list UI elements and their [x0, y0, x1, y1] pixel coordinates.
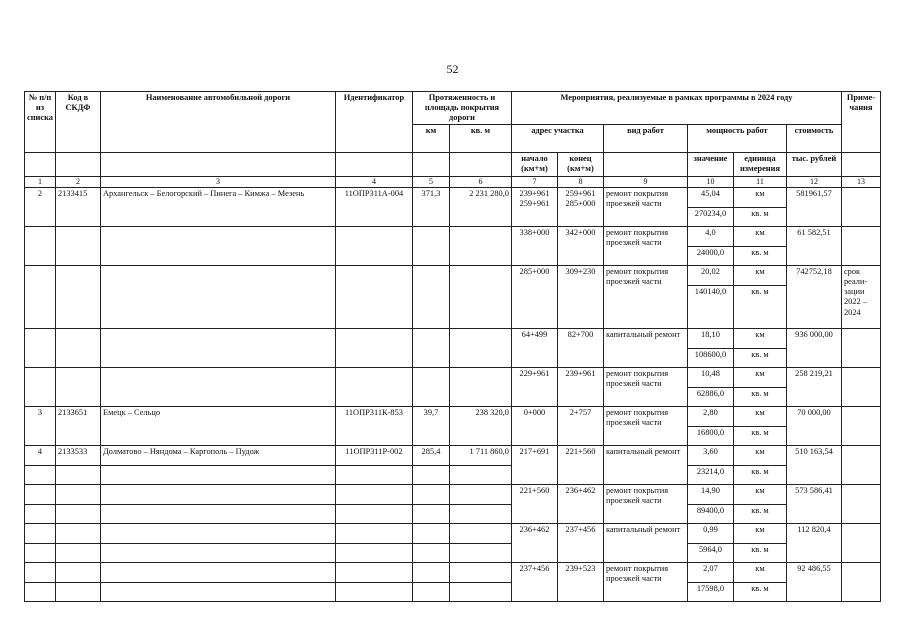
- work-value-km: 4,0: [687, 227, 733, 247]
- cost-value: 936 000,00: [786, 329, 841, 368]
- road-name: Архангельск – Белогорский – Пинега – Кимжа – Мезень: [100, 188, 335, 227]
- section-start: 229+961: [511, 368, 557, 407]
- section-end: 309+230: [557, 266, 603, 329]
- work-value-km: 2,80: [687, 407, 733, 427]
- work-value-sqm: 270234,0: [687, 208, 733, 227]
- header-km: км: [412, 125, 449, 153]
- road-name: Емецк – Сельцо: [100, 407, 335, 446]
- header-value: значение: [687, 153, 733, 177]
- column-number: 10: [687, 177, 733, 188]
- work-value-sqm: 23214,0: [687, 466, 733, 485]
- cost-value: 112 820,4: [786, 524, 841, 563]
- work-type: ремонт покрытия проезжей части: [603, 266, 687, 329]
- section-start: 239+961 259+961: [511, 188, 557, 227]
- section-end: 2+757: [557, 407, 603, 446]
- work-type: капитальный ремонт: [603, 524, 687, 563]
- column-number: 11: [733, 177, 786, 188]
- work-unit-km: км: [733, 524, 786, 544]
- header-code: Код в СКДФ: [55, 92, 100, 153]
- work-type: ремонт покрытия проезжей части: [603, 563, 687, 602]
- section-end: 259+961 285+000: [557, 188, 603, 227]
- page-number: 52: [446, 62, 459, 76]
- skdf-code: 2133651: [55, 407, 100, 446]
- work-value-sqm: 17598,0: [687, 583, 733, 602]
- work-unit-km: км: [733, 329, 786, 349]
- road-identifier: 11ОПР311Р-002: [335, 446, 412, 466]
- column-number: 3: [100, 177, 335, 188]
- work-type: капитальный ремонт: [603, 446, 687, 485]
- header-cost: стоимость: [786, 125, 841, 153]
- column-number: 4: [335, 177, 412, 188]
- road-length-km: 39,7: [412, 407, 449, 446]
- road-area-sqm: 2 231 280,0: [449, 188, 511, 227]
- column-number: 5: [412, 177, 449, 188]
- road-program-table: [24, 91, 881, 602]
- cost-value: 510 163,54: [786, 446, 841, 485]
- work-value-km: 20,02: [687, 266, 733, 286]
- road-name: Долматово – Няндома – Каргополь – Пудож: [100, 446, 335, 466]
- section-start: 64+499: [511, 329, 557, 368]
- section-start: 0+000: [511, 407, 557, 446]
- column-number: 2: [55, 177, 100, 188]
- row-number: 2: [25, 188, 56, 227]
- work-value-km: 3,60: [687, 446, 733, 466]
- work-value-km: 14,90: [687, 485, 733, 505]
- header-work-capacity: мощность работ: [687, 125, 786, 153]
- work-type: капитальный ремонт: [603, 329, 687, 368]
- work-unit-km: км: [733, 368, 786, 388]
- header-identifier: Идентификатор: [335, 92, 412, 153]
- section-start: 217+691: [511, 446, 557, 485]
- work-type: ремонт покрытия проезжей части: [603, 407, 687, 446]
- work-value-km: 10,48: [687, 368, 733, 388]
- work-value-sqm: 108600,0: [687, 349, 733, 368]
- section-start: 285+000: [511, 266, 557, 329]
- work-value-km: 2,07: [687, 563, 733, 583]
- work-type: ремонт покрытия проезжей части: [603, 368, 687, 407]
- work-value-sqm: 24000,0: [687, 247, 733, 266]
- section-start: 338+000: [511, 227, 557, 266]
- cost-value: 742752,18: [786, 266, 841, 329]
- section-end: 239+523: [557, 563, 603, 602]
- column-number: 9: [603, 177, 687, 188]
- column-number: 1: [25, 177, 56, 188]
- skdf-code: 2133415: [55, 188, 100, 227]
- work-unit-km: км: [733, 188, 786, 208]
- work-unit-sqm: кв. м: [733, 583, 786, 602]
- row-number: 3: [25, 407, 56, 446]
- work-value-km: 0,99: [687, 524, 733, 544]
- work-unit-sqm: кв. м: [733, 466, 786, 485]
- column-number: 6: [449, 177, 511, 188]
- work-unit-km: км: [733, 407, 786, 427]
- cost-value: 581961,57: [786, 188, 841, 227]
- work-value-km: 45,04: [687, 188, 733, 208]
- column-number: 7: [511, 177, 557, 188]
- work-value-sqm: 62886,0: [687, 388, 733, 407]
- work-type: ремонт покрытия проезжей части: [603, 188, 687, 227]
- road-area-sqm: 1 711 860,0: [449, 446, 511, 466]
- work-type: ремонт покрытия проезжей части: [603, 485, 687, 524]
- note: [841, 188, 880, 227]
- section-end: 342+000: [557, 227, 603, 266]
- work-unit-sqm: кв. м: [733, 349, 786, 368]
- header-measures: Мероприятия, реализуемые в рамках программы в 2024 году: [511, 92, 841, 125]
- section-end: 239+961: [557, 368, 603, 407]
- header-road-name: Наименование автомобильной дороги: [100, 92, 335, 153]
- header-length-area: Протяженность и площадь покрытия дороги: [412, 92, 511, 125]
- header-work-type: вид работ: [603, 125, 687, 153]
- section-end: 221+560: [557, 446, 603, 485]
- cost-value: 70 000,00: [786, 407, 841, 446]
- work-unit-km: км: [733, 485, 786, 505]
- work-unit-km: км: [733, 266, 786, 286]
- header-sq-m: кв. м: [449, 125, 511, 153]
- work-unit-sqm: кв. м: [733, 247, 786, 266]
- column-number: 8: [557, 177, 603, 188]
- row-number: 4: [25, 446, 56, 466]
- cost-value: 61 582,51: [786, 227, 841, 266]
- work-value-sqm: 16800,0: [687, 427, 733, 446]
- work-unit-km: км: [733, 227, 786, 247]
- work-unit-sqm: кв. м: [733, 208, 786, 227]
- work-unit-sqm: кв. м: [733, 388, 786, 407]
- header-section-address: адрес участка: [511, 125, 603, 153]
- section-start: 236+462: [511, 524, 557, 563]
- road-length-km: 371,3: [412, 188, 449, 227]
- work-unit-sqm: кв. м: [733, 544, 786, 563]
- cost-value: 258 219,21: [786, 368, 841, 407]
- section-end: 82+700: [557, 329, 603, 368]
- work-value-sqm: 89400,0: [687, 505, 733, 524]
- header-start: начало (км+м): [511, 153, 557, 177]
- header-end: конец (км+м): [557, 153, 603, 177]
- work-unit-km: км: [733, 446, 786, 466]
- skdf-code: 2133533: [55, 446, 100, 466]
- work-type: ремонт покрытия проезжей части: [603, 227, 687, 266]
- section-end: 236+462: [557, 485, 603, 524]
- road-identifier: 11ОПР311А-004: [335, 188, 412, 227]
- header-notes: Приме-чания: [841, 92, 880, 153]
- road-area-sqm: 238 320,0: [449, 407, 511, 446]
- header-no: № п/п из списка: [25, 92, 56, 153]
- cost-value: 92 486,55: [786, 563, 841, 602]
- work-unit-sqm: кв. м: [733, 286, 786, 329]
- column-number: 12: [786, 177, 841, 188]
- header-unit: единица измерения: [733, 153, 786, 177]
- work-value-km: 18,10: [687, 329, 733, 349]
- header-cost-unit: тыс. рублей: [786, 153, 841, 177]
- work-value-sqm: 5964,0: [687, 544, 733, 563]
- work-value-sqm: 140140,0: [687, 286, 733, 329]
- section-start: 237+456: [511, 563, 557, 602]
- section-start: 221+560: [511, 485, 557, 524]
- road-identifier: 11ОПР311К-853: [335, 407, 412, 446]
- cost-value: 573 586,41: [786, 485, 841, 524]
- column-number: 13: [841, 177, 880, 188]
- work-unit-sqm: кв. м: [733, 505, 786, 524]
- work-unit-sqm: кв. м: [733, 427, 786, 446]
- note: срок реали-зации 2022 – 2024: [841, 266, 880, 329]
- section-end: 237+456: [557, 524, 603, 563]
- road-length-km: 285,4: [412, 446, 449, 466]
- work-unit-km: км: [733, 563, 786, 583]
